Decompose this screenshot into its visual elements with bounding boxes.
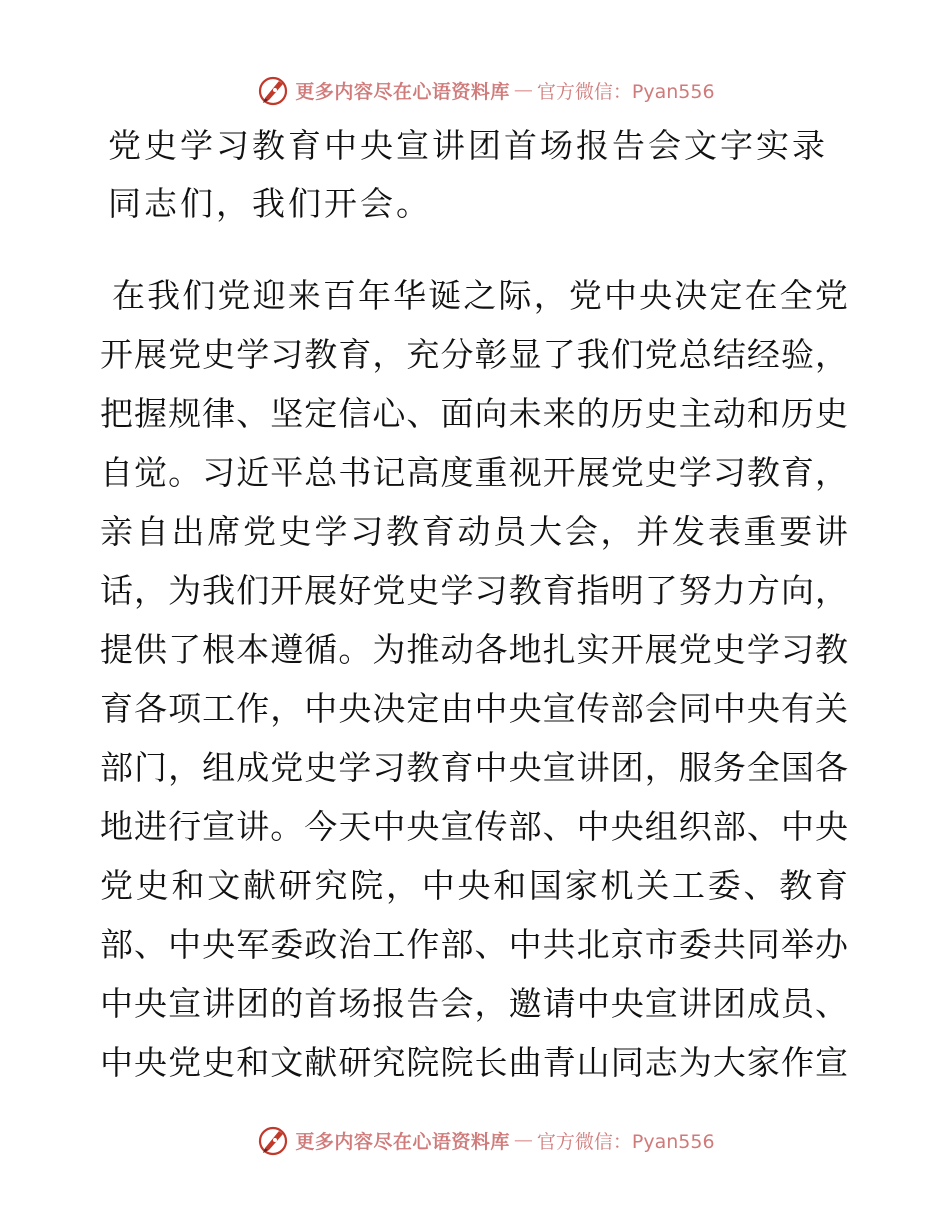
document-title: 党史学习教育中央宣讲团首场报告会文字实录 bbox=[108, 126, 828, 165]
paragraph-line: 自 觉 。 习 近 平 总 书 记 高 度 重 视 开 展 党 史 学 习 教 育 ， bbox=[100, 453, 848, 492]
header-watermark bbox=[0, 70, 950, 110]
pen-logo-icon bbox=[255, 72, 291, 108]
paragraph-line: 把 握 规 律 、 坚 定 信 心 、 面 向 未 来 的 历 史 主 动 和 历 史 bbox=[100, 394, 848, 433]
body-paragraph bbox=[100, 266, 860, 1092]
paragraph-line: 党 史 和 文 献 研 究 院 ， 中 央 和 国 家 机 关 工 委 、 教 育 bbox=[100, 866, 848, 905]
greeting-line: 同志们，我们开会。 bbox=[108, 184, 432, 223]
paragraph-line: 地 进 行 宣 讲 。 今 天 中 央 宣 传 部 、 中 央 组 织 部 、 中 央 bbox=[100, 807, 848, 846]
watermark-wechat: 官方微信：Pyan556 bbox=[536, 1130, 715, 1153]
paragraph-line: 中 央 党 史 和 文 献 研 究 院 院 长 曲 青 山 同 志 为 大 家 作 宣 bbox=[100, 1043, 848, 1082]
paragraph-line: 话 ， 为 我 们 开 展 好 党 史 学 习 教 育 指 明 了 努 力 方 向 ， bbox=[100, 571, 848, 610]
watermark-wechat: 官方微信：Pyan556 bbox=[536, 80, 715, 103]
pen-logo-icon bbox=[255, 1122, 291, 1158]
paragraph-line: 开 展 党 史 学 习 教 育 ， 充 分 彰 显 了 我 们 党 总 结 经 验 ， bbox=[100, 335, 848, 374]
watermark-text: 更多内容尽在心语资料库 bbox=[295, 80, 510, 103]
watermark-separator: — bbox=[513, 1129, 533, 1151]
paragraph-line: 部 、 中 央 军 委 政 治 工 作 部 、 中 共 北 京 市 委 共 同 举 办 bbox=[100, 925, 848, 964]
paragraph-line: 中 央 宣 讲 团 的 首 场 报 告 会 ， 邀 请 中 央 宣 讲 团 成 员 、 bbox=[100, 984, 848, 1023]
paragraph-line: 亲 自 出 席 党 史 学 习 教 育 动 员 大 会 ， 并 发 表 重 要 讲 bbox=[100, 512, 848, 551]
watermark-separator: — bbox=[513, 79, 533, 101]
watermark-text: 更多内容尽在心语资料库 bbox=[295, 1130, 510, 1153]
footer-watermark bbox=[0, 1120, 950, 1160]
paragraph-line: 部 门 ， 组 成 党 史 学 习 教 育 中 央 宣 讲 团 ， 服 务 全 国 各 bbox=[100, 748, 848, 787]
paragraph-line: 提 供 了 根 本 遵 循 。 为 推 动 各 地 扎 实 开 展 党 史 学 习 教 bbox=[100, 630, 848, 669]
paragraph-line: 在 我 们 党 迎 来 百 年 华 诞 之 际 ， 党 中 央 决 定 在 全 党 bbox=[112, 276, 848, 315]
paragraph-line: 育 各 项 工 作 ， 中 央 决 定 由 中 央 宣 传 部 会 同 中 央 有 关 bbox=[100, 689, 848, 728]
